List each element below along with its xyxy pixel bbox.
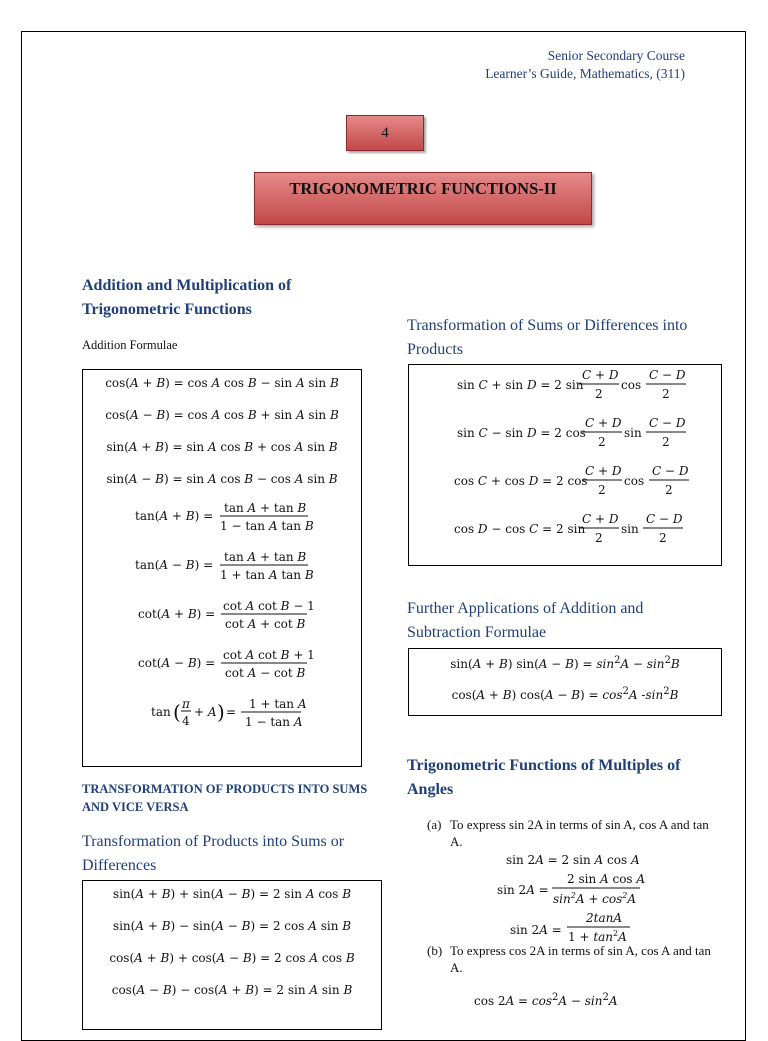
formula-sin-sum: sin(A + B) = sin A cos B + cos A sin B <box>106 440 338 454</box>
svg-text:C − D: C − D <box>652 464 689 478</box>
svg-text:sin2A + cos2A: $\sin^2A + \cos^2A$ <box>553 891 637 906</box>
svg-text:2tanA: 2tanA <box>586 911 623 925</box>
addition-formulae-label: Addition Formulae <box>82 338 178 352</box>
svg-text:): ) <box>217 700 225 724</box>
svg-text:+ A: + A <box>194 705 217 719</box>
products-caps-heading: TRANSFORMATION OF PRODUCTS INTO SUMS AND VICE VERSA <box>82 782 368 814</box>
guide-name: Learner’s Guide, Mathematics, (311) <box>485 66 685 81</box>
chapter-title-banner <box>254 172 592 225</box>
svg-text:2: 2 <box>595 387 603 401</box>
svg-text:=: = <box>226 705 237 719</box>
multiples-title: Trigonometric Functions of Multiples of Angles <box>407 757 681 798</box>
formula-product-4: cos(A − B) − cos(A + B) = 2 sin A sin B <box>111 983 353 997</box>
item-a-label: (a) <box>427 817 442 832</box>
svg-text:C + D: C + D <box>585 464 622 478</box>
svg-text:cot A − cot B: cot A − cot B <box>225 666 306 680</box>
document-page <box>21 31 746 1041</box>
course-header <box>485 47 685 83</box>
svg-text:cot A cot B + 1: cot A cot B + 1 <box>223 648 315 662</box>
svg-text:C − D: C − D <box>646 512 683 526</box>
formula-sum-3 <box>454 464 689 497</box>
svg-text:cos: cos <box>624 474 645 488</box>
formula-tan-sum <box>135 501 314 533</box>
item-b-label: (b) <box>427 943 443 958</box>
svg-text:sin: sin <box>624 426 642 440</box>
svg-text:C + D: C + D <box>582 512 619 526</box>
svg-text:C − D: C − D <box>649 416 686 430</box>
svg-text:1 − tan A: 1 − tan A <box>245 715 303 729</box>
svg-text:tan A + tan B: tan A + tan B <box>224 550 307 564</box>
formula-sum-1 <box>457 368 686 401</box>
formula-further-2: cos(A + B) $\cos(A - B) = \cos^2A$ $-\sin^2B$ <box>451 686 679 702</box>
svg-text:sin C − sin D = 2 cos: sin C − sin D = 2 cos <box>457 426 586 440</box>
svg-text:sin C + sin D = 2 sin: sin C + sin D = 2 sin <box>457 378 584 392</box>
course-name: Senior Secondary Course <box>547 48 685 63</box>
svg-text:2 sin A cos A: 2 sin A cos A <box>567 872 646 886</box>
products-formulae-box <box>82 880 382 1030</box>
section-title-addition: Addition and Multiplication of Trigonometric Functions <box>82 277 292 318</box>
svg-text:C + D: C + D <box>582 368 619 382</box>
svg-text:tan(A + B) =: tan(A + B) = <box>135 509 214 523</box>
formula-product-2: sin(A + B) − sin(A − B) = 2 cos A sin B <box>112 919 352 933</box>
svg-text:C − D: C − D <box>649 368 686 382</box>
formula-further-1: sin(A + B) $\sin(A - B) = \sin^2A - \sin^2B$ <box>450 655 680 671</box>
svg-text:cot(A − B) =: cot(A − B) = <box>138 656 216 670</box>
further-title: Further Applications of Addition and Subtraction Formulae <box>407 600 644 641</box>
products-title: Transformation of Products into Sums or Differences <box>82 833 345 874</box>
svg-text:tan: tan <box>151 705 171 719</box>
svg-text:cot A + cot B: cot A + cot B <box>225 617 306 631</box>
svg-text:(: ( <box>173 700 181 724</box>
svg-text:tan A + tan B: tan A + tan B <box>224 501 307 515</box>
svg-text:1 + tan2A: $1 + \tan^2A$ <box>568 929 627 944</box>
formula-sin2a-1: sin 2A = 2 sin A cos A <box>506 853 640 867</box>
formula-cos2a: $\cos 2A = \cos^2A - \sin^2A$ <box>474 992 618 1008</box>
formula-cot-diff <box>138 648 315 680</box>
svg-text:sin: sin <box>621 522 639 536</box>
svg-text:cot(A + B) =: cot(A + B) = <box>138 607 216 621</box>
chapter-title: TRIGONOMETRIC FUNCTIONS-II <box>289 179 557 198</box>
svg-text:cos: cos <box>621 378 642 392</box>
addition-formulae-box <box>82 369 362 767</box>
addition-fraction-formulae <box>83 498 363 748</box>
formula-sin2a-2 <box>497 872 645 906</box>
svg-text:sin 2A =: sin 2A = <box>497 883 549 897</box>
svg-text:C + D: C + D <box>585 416 622 430</box>
chapter-number: 4 <box>381 124 389 141</box>
svg-text:π: π <box>182 697 190 711</box>
svg-text:2: 2 <box>662 435 670 449</box>
svg-text:1 + tan A: 1 + tan A <box>249 697 307 711</box>
sums-title: Transformation of Sums or Differences into Products <box>407 317 688 358</box>
item-a-text: To express sin 2A in terms of sin A, cos A and tan A. <box>450 817 709 849</box>
formula-cos-sum: cos(A + B) = cos A cos B − sin A sin B <box>105 376 339 390</box>
svg-text:2: 2 <box>665 483 673 497</box>
formula-product-1: sin(A + B) + sin(A − B) = 2 sin A cos B <box>112 887 352 901</box>
formula-sin2a-3 <box>510 911 630 944</box>
formula-sin-diff: sin(A − B) = sin A cos B − cos A sin B <box>106 472 338 486</box>
formula-sum-2 <box>457 416 686 449</box>
formula-cot-sum <box>138 599 315 631</box>
svg-text:2: 2 <box>662 387 670 401</box>
svg-text:1 + tan A tan B: 1 + tan A tan B <box>220 568 314 582</box>
svg-text:cos C + cos D = 2 cos: cos C + cos D = 2 cos <box>454 474 588 488</box>
formula-cos-diff: cos(A − B) = cos A cos B + sin A sin B <box>105 408 339 422</box>
svg-text:2: 2 <box>598 483 606 497</box>
formula-tan-pi-over-4 <box>151 697 307 729</box>
svg-text:1 − tan A tan B: 1 − tan A tan B <box>220 519 314 533</box>
further-formulae-box <box>408 648 722 716</box>
formula-sum-4 <box>454 512 683 545</box>
sums-formulae-box <box>408 364 722 566</box>
chapter-number-banner <box>346 115 424 151</box>
svg-text:tan(A − B) =: tan(A − B) = <box>135 558 214 572</box>
svg-text:2: 2 <box>598 435 606 449</box>
formula-product-3: cos(A + B) + cos(A − B) = 2 cos A cos B <box>109 951 355 965</box>
svg-text:cot A cot B − 1: cot A cot B − 1 <box>223 599 315 613</box>
svg-text:4: 4 <box>182 714 190 728</box>
formula-tan-diff <box>135 550 314 582</box>
svg-text:sin 2A =: sin 2A = <box>510 923 562 937</box>
item-b <box>427 942 727 982</box>
svg-text:2: 2 <box>595 531 603 545</box>
svg-text:cos D − cos C = 2 sin: cos D − cos C = 2 sin <box>454 522 586 536</box>
item-a-formulae <box>462 850 702 945</box>
svg-text:2: 2 <box>659 531 667 545</box>
item-b-text: To express cos 2A in terms of sin A, cos A and tan A. <box>450 943 711 975</box>
